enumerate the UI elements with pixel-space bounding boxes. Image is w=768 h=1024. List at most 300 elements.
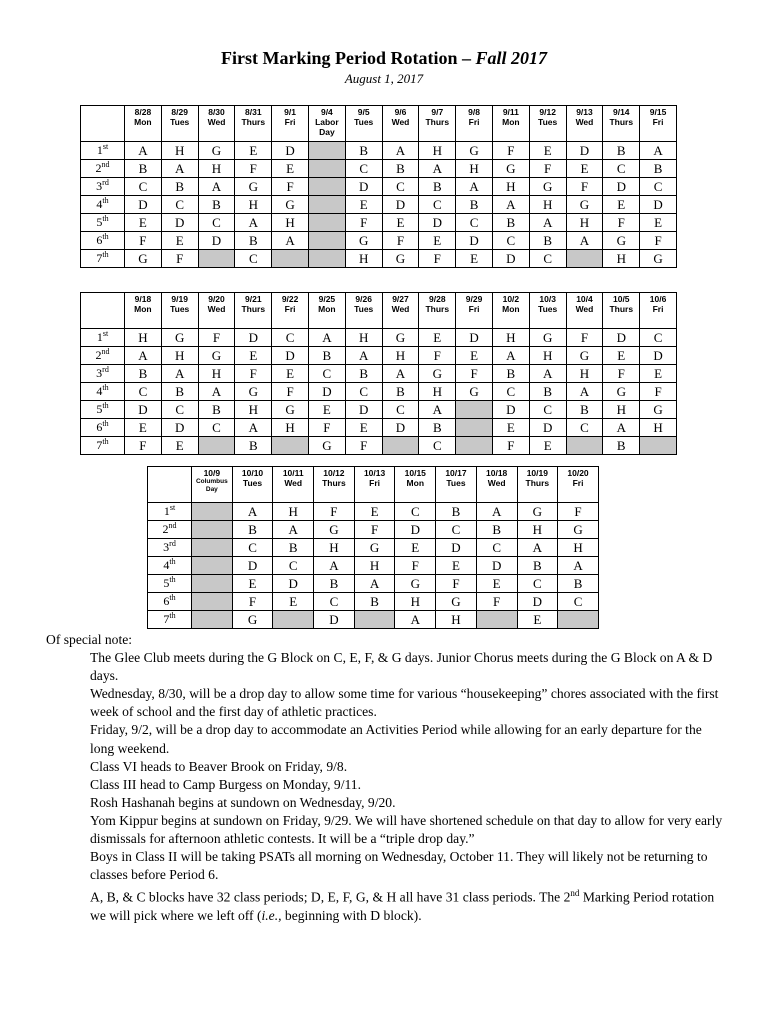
block-cell: B — [273, 539, 314, 557]
block-cell: C — [125, 383, 162, 401]
block-cell: E — [125, 419, 162, 437]
block-cell: C — [345, 383, 382, 401]
block-cell: A — [517, 539, 558, 557]
day-header — [456, 293, 493, 329]
period-label: 2nd — [81, 347, 125, 365]
block-cell: H — [273, 503, 314, 521]
block-cell: H — [272, 214, 309, 232]
block-cell: G — [382, 329, 419, 347]
day-date: 8/28 — [134, 107, 152, 117]
block-cell: F — [603, 214, 640, 232]
block-cell: F — [558, 503, 599, 521]
block-cell — [382, 437, 419, 455]
block-cell — [558, 611, 599, 629]
block-cell: A — [603, 419, 640, 437]
block-cell — [566, 437, 603, 455]
period-label: 4th — [148, 557, 192, 575]
block-cell: G — [603, 232, 640, 250]
block-cell: C — [345, 160, 382, 178]
block-cell — [308, 178, 345, 196]
block-cell: H — [558, 539, 599, 557]
block-cell: A — [566, 383, 603, 401]
day-header — [192, 467, 233, 503]
block-cell: C — [314, 593, 355, 611]
block-cell: H — [566, 365, 603, 383]
day-name: Fri — [652, 117, 664, 127]
block-cell: A — [198, 178, 235, 196]
block-cell: F — [640, 232, 677, 250]
day-name: Wed — [284, 478, 303, 488]
block-cell: B — [419, 178, 456, 196]
day-date: 10/11 — [282, 468, 304, 478]
block-cell: F — [436, 575, 477, 593]
day-header — [476, 467, 517, 503]
block-cell: F — [308, 419, 345, 437]
day-date: 9/7 — [431, 107, 444, 117]
day-date: 10/12 — [323, 468, 345, 478]
day-date: 9/26 — [355, 294, 372, 304]
block-cell: F — [382, 232, 419, 250]
day-date: 9/15 — [649, 107, 667, 117]
block-cell: G — [419, 365, 456, 383]
block-cell: A — [492, 196, 529, 214]
day-date: 8/31 — [245, 107, 262, 117]
block-cell: A — [354, 575, 395, 593]
rotation-table-3 — [147, 466, 599, 629]
block-cell: B — [345, 142, 382, 160]
block-cell: D — [456, 232, 493, 250]
corner-cell — [148, 467, 192, 503]
period-label: 5th — [148, 575, 192, 593]
block-cell: F — [125, 232, 162, 250]
day-name: Thurs — [241, 117, 266, 127]
block-cell: C — [308, 365, 345, 383]
day-date: 10/6 — [649, 294, 667, 304]
block-cell — [566, 250, 603, 268]
block-cell: A — [345, 347, 382, 365]
block-cell — [192, 503, 233, 521]
block-cell: E — [640, 365, 677, 383]
block-cell: A — [476, 503, 517, 521]
block-cell: A — [419, 401, 456, 419]
block-cell: G — [640, 250, 677, 268]
period-row — [148, 539, 599, 557]
corner-cell — [81, 293, 125, 329]
block-cell — [192, 521, 233, 539]
block-cell: B — [456, 196, 493, 214]
day-header — [517, 467, 558, 503]
block-cell: E — [308, 401, 345, 419]
block-cell: C — [419, 437, 456, 455]
day-date: 9/29 — [465, 294, 483, 304]
block-cell: H — [198, 160, 235, 178]
day-name: Thurs — [241, 304, 266, 314]
day-name: Mon — [134, 304, 152, 314]
block-cell: B — [566, 401, 603, 419]
block-cell: D — [314, 611, 355, 629]
day-name: Tues — [170, 117, 190, 127]
day-header — [125, 106, 162, 142]
day-name: Tues — [538, 304, 558, 314]
block-cell: H — [395, 593, 436, 611]
day-date: 9/18 — [134, 294, 152, 304]
period-label: 4th — [81, 196, 125, 214]
day-header — [161, 293, 198, 329]
block-cell: F — [640, 383, 677, 401]
block-cell: B — [476, 521, 517, 539]
block-cell: A — [395, 611, 436, 629]
block-cell: G — [125, 250, 162, 268]
day-name: Fri — [652, 304, 664, 314]
block-cell: D — [603, 178, 640, 196]
day-header — [558, 467, 599, 503]
block-cell: F — [232, 593, 273, 611]
note-glee-club: The Glee Club meets during the G Block on C, E, F, & G days. Junior Chorus meets during the G Block on A & D days. — [90, 650, 713, 684]
day-name: Mon — [502, 117, 520, 127]
day-header — [640, 293, 677, 329]
block-cell: C — [161, 196, 198, 214]
period-row — [148, 557, 599, 575]
block-cell: B — [198, 196, 235, 214]
block-cell — [476, 611, 517, 629]
day-header — [436, 467, 477, 503]
note-drop-day-830: Wednesday, 8/30, will be a drop day to allow some time for various “housekeeping” chores associated with the first week of school and the first day of athletic practices. — [90, 686, 719, 720]
block-cell: B — [161, 383, 198, 401]
block-cell: G — [529, 329, 566, 347]
block-cell: B — [558, 575, 599, 593]
block-cell: H — [419, 383, 456, 401]
block-cell: F — [198, 329, 235, 347]
block-cell: H — [345, 250, 382, 268]
block-cell: A — [161, 160, 198, 178]
period-row — [148, 611, 599, 629]
block-cell: D — [566, 142, 603, 160]
day-header — [161, 106, 198, 142]
block-cell: C — [492, 232, 529, 250]
day-name: Labor Day — [315, 117, 339, 137]
period-row — [81, 383, 677, 401]
block-cell: D — [476, 557, 517, 575]
block-cell: B — [640, 160, 677, 178]
block-cell: B — [345, 365, 382, 383]
day-name: Tues — [538, 117, 558, 127]
period-row — [81, 142, 677, 160]
period-label: 2nd — [148, 521, 192, 539]
block-cell: C — [198, 214, 235, 232]
block-cell: F — [125, 437, 162, 455]
note-rosh-hashanah: Rosh Hashanah begins at sundown on Wednesday, 9/20. — [90, 794, 396, 810]
block-cell: E — [603, 347, 640, 365]
page-title: First Marking Period Rotation – Fall 2017 — [221, 48, 547, 68]
day-date: 9/22 — [281, 294, 299, 304]
block-cell: G — [456, 383, 493, 401]
block-cell: H — [198, 365, 235, 383]
day-date: 10/2 — [502, 294, 520, 304]
block-cell: D — [456, 329, 493, 347]
block-cell: H — [354, 557, 395, 575]
day-header — [198, 293, 235, 329]
block-cell: E — [345, 419, 382, 437]
block-cell: E — [476, 575, 517, 593]
period-label: 3rd — [81, 178, 125, 196]
day-header — [235, 293, 272, 329]
day-name: Wed — [207, 304, 226, 314]
block-cell: B — [529, 232, 566, 250]
day-name: Fri — [369, 478, 381, 488]
block-cell: A — [492, 347, 529, 365]
block-cell: D — [382, 196, 419, 214]
block-cell: C — [640, 178, 677, 196]
block-cell: E — [419, 232, 456, 250]
block-cell: C — [125, 178, 162, 196]
block-cell: C — [382, 178, 419, 196]
period-label: 6th — [81, 419, 125, 437]
day-date: 10/9 — [203, 468, 221, 478]
note-block-counts: A, B, & C blocks have 32 class periods; D, E, F, G, & H all have 31 class periods. The 2nd Marking Period rotation we will pick where we left off (i.e., beginning with D block). — [90, 888, 715, 923]
day-name: Tues — [354, 117, 374, 127]
block-cell: A — [419, 160, 456, 178]
special-notes — [46, 631, 726, 925]
block-cell: H — [161, 347, 198, 365]
block-cell: H — [603, 401, 640, 419]
block-cell: G — [235, 178, 272, 196]
block-cell: G — [198, 347, 235, 365]
block-cell — [192, 575, 233, 593]
day-name: Fri — [468, 117, 480, 127]
day-name: Thurs — [322, 478, 346, 488]
block-cell: D — [517, 593, 558, 611]
block-cell: D — [161, 214, 198, 232]
day-header — [198, 106, 235, 142]
day-header — [235, 106, 272, 142]
period-label: 7th — [148, 611, 192, 629]
block-cell: F — [314, 503, 355, 521]
period-row — [148, 575, 599, 593]
block-cell — [192, 593, 233, 611]
block-cell: A — [272, 232, 309, 250]
period-row — [81, 437, 677, 455]
block-cell: B — [419, 419, 456, 437]
block-cell: B — [161, 178, 198, 196]
day-header — [232, 467, 273, 503]
block-cell: D — [161, 419, 198, 437]
block-cell: E — [529, 437, 566, 455]
block-cell: G — [395, 575, 436, 593]
day-date: 9/21 — [245, 294, 262, 304]
day-header — [314, 467, 355, 503]
day-header — [492, 106, 529, 142]
day-date: 9/28 — [429, 294, 446, 304]
block-cell: B — [125, 365, 162, 383]
period-row — [148, 503, 599, 521]
block-cell: E — [161, 437, 198, 455]
block-cell — [273, 611, 314, 629]
period-label: 3rd — [148, 539, 192, 557]
block-cell: H — [566, 214, 603, 232]
block-cell: E — [419, 329, 456, 347]
block-cell: C — [198, 419, 235, 437]
block-cell: B — [235, 232, 272, 250]
day-date: 10/10 — [241, 468, 264, 478]
day-name: Tues — [242, 478, 263, 488]
period-row — [81, 365, 677, 383]
block-cell — [308, 214, 345, 232]
block-cell: F — [161, 250, 198, 268]
period-row — [81, 160, 677, 178]
block-cell: B — [232, 521, 273, 539]
day-date: 10/19 — [526, 468, 548, 478]
block-cell: C — [529, 250, 566, 268]
block-cell: F — [419, 347, 456, 365]
block-cell: F — [603, 365, 640, 383]
day-name: Fri — [284, 117, 296, 127]
block-cell: F — [456, 365, 493, 383]
block-cell: B — [517, 557, 558, 575]
day-date: 10/15 — [404, 468, 426, 478]
block-cell — [198, 437, 235, 455]
note-camp-burgess: Class III head to Camp Burgess on Monday, 9/11. — [90, 776, 361, 792]
day-name: Tues — [446, 478, 466, 488]
block-cell: C — [517, 575, 558, 593]
block-cell: F — [235, 160, 272, 178]
day-date: 10/17 — [445, 468, 467, 478]
day-name: Columbus Day — [195, 478, 228, 493]
period-row — [148, 521, 599, 539]
block-cell: D — [273, 575, 314, 593]
block-cell: A — [529, 214, 566, 232]
period-row — [81, 178, 677, 196]
block-cell: F — [354, 521, 395, 539]
block-cell: D — [382, 419, 419, 437]
block-cell: D — [308, 383, 345, 401]
period-label: 7th — [81, 437, 125, 455]
block-cell: D — [345, 178, 382, 196]
block-cell: B — [436, 503, 477, 521]
day-header — [273, 467, 314, 503]
block-cell: E — [603, 196, 640, 214]
block-cell: A — [558, 557, 599, 575]
block-cell: A — [235, 214, 272, 232]
day-header — [395, 467, 436, 503]
period-label: 3rd — [81, 365, 125, 383]
block-cell: E — [272, 160, 309, 178]
block-cell: F — [566, 178, 603, 196]
block-cell: E — [273, 593, 314, 611]
block-cell: E — [354, 503, 395, 521]
day-header — [456, 106, 493, 142]
block-cell: D — [529, 419, 566, 437]
day-header — [603, 293, 640, 329]
block-cell: A — [125, 347, 162, 365]
block-cell: F — [419, 250, 456, 268]
day-name: Fri — [572, 478, 584, 488]
block-cell: D — [198, 232, 235, 250]
block-cell: E — [456, 347, 493, 365]
period-label: 1st — [81, 329, 125, 347]
block-cell: C — [272, 329, 309, 347]
block-cell: D — [395, 521, 436, 539]
block-cell: B — [382, 160, 419, 178]
day-header — [640, 106, 677, 142]
block-cell: G — [517, 503, 558, 521]
block-cell: G — [529, 178, 566, 196]
block-cell: H — [382, 347, 419, 365]
block-cell: A — [308, 329, 345, 347]
block-cell — [308, 250, 345, 268]
period-label: 6th — [81, 232, 125, 250]
block-cell: H — [314, 539, 355, 557]
block-cell: G — [272, 196, 309, 214]
day-date: 8/29 — [171, 107, 188, 117]
block-cell — [308, 142, 345, 160]
day-header — [125, 293, 162, 329]
block-cell — [308, 160, 345, 178]
day-date: 9/8 — [468, 107, 480, 117]
day-date: 9/13 — [576, 107, 593, 117]
block-cell: G — [232, 611, 273, 629]
day-date: 10/13 — [363, 468, 386, 478]
block-cell: C — [419, 196, 456, 214]
day-date: 9/14 — [612, 107, 630, 117]
day-name: Thurs — [425, 304, 450, 314]
block-cell — [192, 539, 233, 557]
day-date: 9/25 — [318, 294, 336, 304]
block-cell: F — [395, 557, 436, 575]
period-row — [81, 196, 677, 214]
day-name: Thurs — [425, 117, 450, 127]
block-cell: E — [235, 347, 272, 365]
day-header — [382, 106, 419, 142]
day-date: 10/4 — [576, 294, 593, 304]
block-cell: D — [125, 401, 162, 419]
period-label: 1st — [148, 503, 192, 521]
block-cell — [272, 437, 309, 455]
day-date: 10/20 — [567, 468, 589, 478]
day-date: 8/30 — [208, 107, 225, 117]
block-cell: B — [492, 214, 529, 232]
block-cell: F — [492, 437, 529, 455]
period-row — [81, 250, 677, 268]
block-cell: H — [235, 401, 272, 419]
block-cell: H — [436, 611, 477, 629]
block-cell — [456, 437, 493, 455]
day-date: 10/5 — [612, 294, 630, 304]
day-name: Tues — [170, 304, 190, 314]
period-row — [148, 593, 599, 611]
block-cell: E — [382, 214, 419, 232]
block-cell: C — [456, 214, 493, 232]
day-date: 9/5 — [357, 107, 370, 117]
day-header — [529, 293, 566, 329]
day-date: 9/6 — [394, 107, 407, 117]
block-cell: F — [476, 593, 517, 611]
block-cell: D — [125, 196, 162, 214]
block-cell: C — [492, 383, 529, 401]
block-cell: D — [492, 401, 529, 419]
block-cell: C — [558, 593, 599, 611]
block-cell: B — [354, 593, 395, 611]
block-cell: E — [235, 142, 272, 160]
day-header — [354, 467, 395, 503]
block-cell: C — [529, 401, 566, 419]
day-name: Fri — [284, 304, 296, 314]
block-cell: E — [125, 214, 162, 232]
block-cell: B — [198, 401, 235, 419]
block-cell: E — [566, 160, 603, 178]
block-cell — [354, 611, 395, 629]
block-cell: F — [566, 329, 603, 347]
block-cell: G — [198, 142, 235, 160]
